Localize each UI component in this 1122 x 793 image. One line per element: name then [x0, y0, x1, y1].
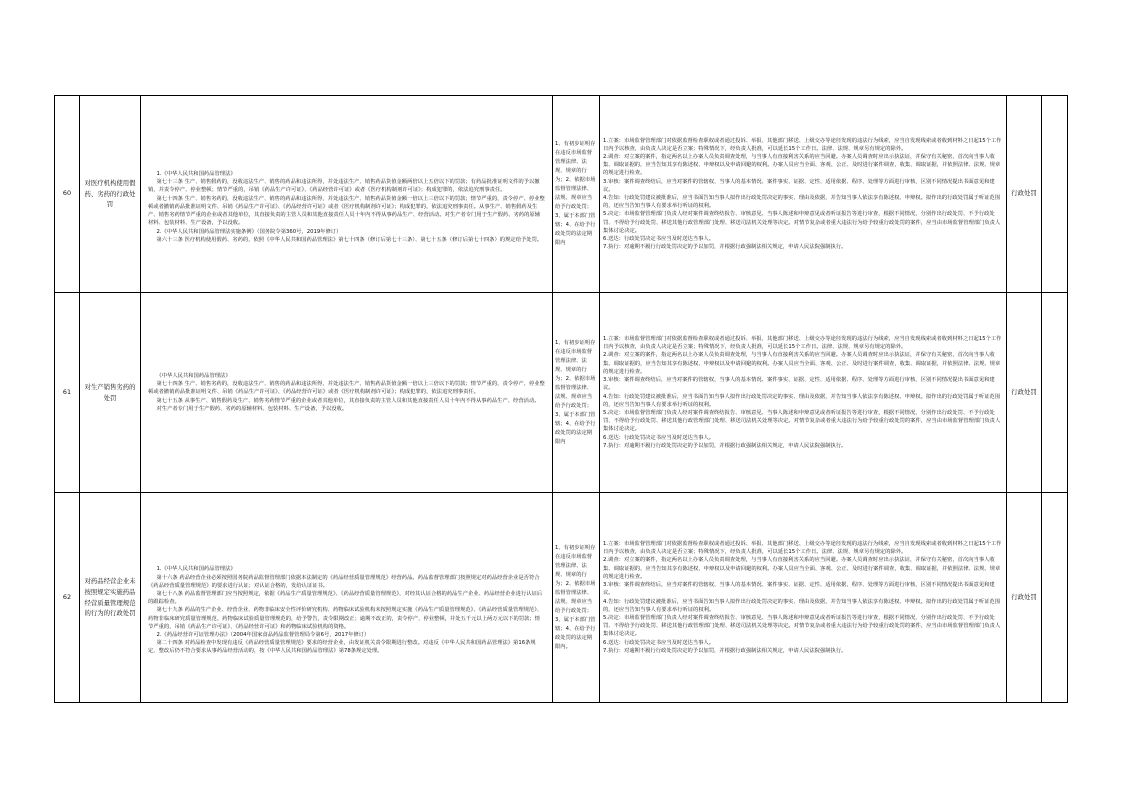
basis-line: 2.《药品经营许可证管理办法》（2004年国家食品药品监督管理局令第6号，2017年修订） — [156, 632, 370, 638]
basis-line: 对生产者专门用于生产假药、劣药的原辅材料、包装材料、生产设备，予以没收。 — [156, 405, 348, 412]
flow-line: 1.立案：市场监督管理部门对依据监督检查职权或者通过投诉、举报、其他部门移送、上级交办等途径发现的违法行为线索，应当自发现线索或者收到材料之日起15个工作日内予以核查，由负责人决定是否立案；特殊情况下，经负责人批准，可以延长15个工作日。法律、法规、规章另有规定的除外。 — [603, 137, 1002, 152]
flow-line: 1.立案：市场监督管理部门对依据监督检查职权或者通过投诉、举报、其他部门移送、上级交办等途径发现的违法行为线索，应当自发现线索或者收到材料之日起15个工作日内予以核查，由负责人决定是否立案；特殊情况下，经负责人批准，可以延长15个工作日。法律、法规、规章另有规定的除外。 — [603, 336, 1002, 351]
legal-basis — [141, 293, 553, 493]
remarks-cell — [1042, 96, 1068, 293]
remarks-cell — [1042, 493, 1068, 703]
row-number: 62 — [55, 493, 80, 703]
flow-line: 6.送达：行政处罚决定书应当及时送达当事人。 — [603, 434, 714, 441]
flow-line: 6.送达：行政处罚决定书应当及时送达当事人。 — [603, 639, 714, 646]
basis-line: 1.《中华人民共和国药品管理法》 — [156, 171, 236, 178]
basis-line: 第七十五条 从事生产、销售假药及生产、销售劣药情节严重的企业或者其他单位，其直接负责的主管人员和其他直接责任人员十年内不得从事药品生产、经营活动。 — [156, 397, 540, 404]
basis-line: 第十六条 药品经营企业必须按照国务院药品监督管理部门依据本法制定的《药品经营质量管理规范》经营药品。药品监督管理部门按照规定对药品经营企业是否符合《药品经营质量管理规范》的要求进行认证；对认证合格的，发给认证证书。 — [148, 574, 540, 589]
basis-line: 《中华人民共和国药品管理法》 — [156, 372, 231, 379]
item-name: 对生产销售劣药的处罚 — [80, 293, 141, 493]
basis-line: 第二十四条 对药品检查中发现有违反《药品经营质量管理规范》要求的经营企业，由发证机关责令限期进行整改。对违反《中华人民共和国药品管理法》第16条规定，整改后仍不符合要求从事药品经营活动的，按《中华人民共和国药品管理法》第78条规定处理。 — [148, 640, 536, 655]
basis-line: 第七十四条 生产、销售劣药的，没收违法生产、销售的药品和违法所得，并处违法生产、销售药品货值金额一倍以上三倍以下的罚款；情节严重的，责令停产、停业整顿或者撤销药品批准证明文件、吊销《药品生产许可证》、《药品经营许可证》或者《医疗机构制剂许可证》；构成犯罪的，依法追究刑事责任。 — [148, 381, 545, 396]
basis-line: 第六十三条 医疗机构使用假药、劣药的，依照《中华人民共和国药品管理法》第七十四条（修订后第七十三条）、第七十五条（修订后第七十四条）的规定给予处罚。 — [156, 236, 543, 243]
flow-line: 7.执行：对逾期不履行行政处罚决定的予以加罚，并根据行政强制法相关规定，申请人民法院强制执行。 — [603, 442, 847, 449]
basis-line: 第七十三条 生产、销售假药的，没收违法生产、销售的药品和违法所得，并处违法生产、销售药品货值金额两倍以上五倍以下的罚款；有药品批准证明文件的予以撤销，并责令停产、停业整顿；情节严重的，吊销《药品生产许可证》、《药品经营许可证》或者《医疗机构制剂许可证》；构成犯罪的，依法追究刑事责任。 — [148, 179, 540, 194]
process-flow — [600, 493, 1007, 703]
item-name: 对药品经营企业未按照规定实施药品经营质量管理规范的行为的行政处罚 — [80, 493, 141, 703]
basis-line: 第七十九条 药品的生产企业、经营企业、药物非临床安全性评价研究机构、药物临床试验机构未按照规定实施《药品生产质量管理规范》、《药品经营质量管理规范》、药物非临床研究质量管理规范、药物临床试验质量管理规范的，给予警告，责令限期改正；逾期不改正的，责令停产、停业整顿，并处五千元以上两万元以下的罚款；情节严重的，吊销《药品生产许可证》、《药品经营许可证》和药物临床试验机构的资格。 — [148, 607, 543, 630]
basis-line: 第七十四条 生产、销售劣药的，没收违法生产、销售的药品和违法所得，并处违法生产、销售药品货值金额一倍以上三倍以下的罚款；情节严重的，责令停产、停业整顿或者撤销药品批准证明文件、吊销《药品生产许可证》、《药品经营许可证》或者《医疗机构制剂许可证》；构成犯罪的，依法追究刑事责任。从事生产、销售假药及生产、销售劣药情节严重的企业或者其他单位，其直接负责的主管人员和其他直接责任人员十年内不得从事药品生产、经营活动。对生产者专门用于生产假药、劣药的原辅材料、包装材料、生产设备，予以没收。 — [148, 195, 545, 227]
flow-line: 5.决定：市场监督管理部门负责人经对案件调查终结报告、审核意见、当事人陈述和申辩意见或者听证报告等进行审查，根据不同情况，分别作出行政处罚、不予行政处罚、不得给予行政处罚、移送其他行政管理部门处理、移送司法机关处理等决定。对情节复杂或者重大违法行为给予较重行政处罚的案件，应当由市场监督管理部门负责人集体讨论决定。 — [603, 614, 1001, 638]
remarks-cell — [1042, 293, 1068, 493]
process-flow — [600, 293, 1007, 493]
flow-line: 3.审核：案件调查终结后，应当对案件的管辖权、当事人的基本情况、案件事实、证据、定性、适用依据、程序、处理等方面进行审核，区别不同情况提出书面意见和建议。 — [603, 582, 995, 597]
power-type: 行政处罚 — [1007, 293, 1042, 493]
table-row — [55, 493, 1068, 703]
row-number: 61 — [55, 293, 80, 493]
flow-line: 4.告知：行政处罚建议被批准后，应当书面告知当事人拟作出行政处罚决定的事实、理由及依据，并告知当事人依法享有陈述权、申辩权。拟作出的行政处罚属于听证范围的，还应当告知当事人有要求举行听证的权利。 — [603, 598, 1001, 613]
flow-line: 2.调查：对立案的案件，指定两名以上办案人员负责调查处理，与当事人有直接利害关系的应当回避。办案人员调查时应出示执法证，并保守有关秘密，首次向当事人收集、调取证据的，应当告知其享有陈述权、申辩权以及申请回避的权利。办案人员应当全面、客观、公正、及时进行案件调查，收集、调取证据，并依照法律、法规、规章的规定进行检查。 — [603, 352, 1001, 375]
flow-line: 6.送达：行政处罚决定书应当及时送达当事人。 — [603, 236, 714, 243]
basis-line: 1.《中华人民共和国药品管理法》 — [156, 566, 236, 573]
filing-conditions: 1、有初步证明存在违反市场监督管理法律、法规、规章的行为；2、依据市场监督管理法律、法规、规章应当给予行政处罚；3、属于本部门管辖；4、在给予行政处罚的法定期限内 — [553, 293, 600, 493]
flow-line: 3.审核：案件调查终结后，应当对案件的管辖权、当事人的基本情况、案件事实、证据、定性、适用依据、程序、处理等方面进行审核，区别不同情况提出书面意见和建议。 — [603, 178, 995, 193]
flow-line: 2.调查：对立案的案件，指定两名以上办案人员负责调查处理，与当事人有直接利害关系的应当回避。办案人员调查时应出示执法证，并保守有关秘密，首次向当事人收集、调取证据的，应当告知其享有陈述权、申辩权以及申请回避的权利。办案人员应当全面、客观、公正、及时进行案件调查，收集、调取证据，并依照法律、法规、规章的规定进行检查。 — [603, 557, 1001, 580]
table-row — [55, 96, 1068, 293]
flow-line: 4.告知：行政处罚建议被批准后，应当书面告知当事人拟作出行政处罚决定的事实、理由及依据，并告知当事人依法享有陈述权、申辩权。拟作出的行政处罚属于听证范围的，还应当告知当事人有要求举行听证的权利。 — [603, 195, 1001, 210]
flow-line: 4.告知：行政处罚建议被批准后，应当书面告知当事人拟作出行政处罚决定的事实、理由及依据，并告知当事人依法享有陈述权、申辩权。拟作出的行政处罚属于听证范围的，还应当告知当事人有要求举行听证的权利。 — [603, 393, 1001, 408]
power-type: 行政处罚 — [1007, 493, 1042, 703]
flow-line: 7.执行：对逾期不履行行政处罚决定的予以加罚，并根据行政强制法相关规定，申请人民法院强制执行。 — [603, 647, 847, 654]
flow-line: 5.决定：市场监督管理部门负责人经对案件调查终结报告、审核意见、当事人陈述和申辩意见或者听证报告等进行审查，根据不同情况，分别作出行政处罚、不予行政处罚、不得给予行政处罚、移送其他行政管理部门处理、移送司法机关处理等决定。对情节复杂或者重大违法行为给予较重行政处罚的案件，应当由市场监督管理部门负责人集体讨论决定。 — [603, 211, 1001, 234]
item-name: 对医疗机构使用假药、劣药的行政处罚 — [80, 96, 141, 293]
basis-line: 2.《中华人民共和国药品管理法实施条例》（国务院令第360号，2019年修订） — [156, 228, 342, 235]
flow-line: 3.审核：案件调查终结后，应当对案件的管辖权、当事人的基本情况、案件事实、证据、定性、适用依据、程序、处理等方面进行审核，区别不同情况提出书面意见和建议。 — [603, 377, 995, 392]
power-list-table — [54, 95, 1068, 703]
flow-line: 1.立案：市场监督管理部门对依据监督检查职权或者通过投诉、举报、其他部门移送、上级交办等途径发现的违法行为线索，应当自发现线索或者收到材料之日起15个工作日内予以核查，由负责人决定是否立案；特殊情况下，经负责人批准，可以延长15个工作日。法律、法规、规章另有规定的除外。 — [603, 541, 1002, 556]
table-row — [55, 293, 1068, 493]
legal-basis — [141, 96, 553, 293]
basis-line: 第七十八条 药品监督管理部门应当按照规定，依据《药品生产质量管理规范》、《药品经营质量管理规范》，对经其认证合格的药品生产企业、药品经营企业进行认证后的跟踪检查。 — [148, 590, 543, 606]
row-number: 60 — [55, 96, 80, 293]
filing-conditions: 1、有初步证明存在违反市场监督管理法律、法规、规章的行为；2、依据市场监督管理法律、法规、规章应当给予行政处罚；3、属于本部门管辖；4、在给予行政处罚的法定期限内 — [553, 96, 600, 293]
flow-line: 7.执行：对逾期不履行行政处罚决定的予以加罚，并根据行政强制法相关规定，申请人民法院强制执行。 — [603, 244, 847, 251]
power-type: 行政处罚 — [1007, 96, 1042, 293]
filing-conditions: 1、有初步证明存在违反市场监督管理法律、法规、规章的行为；2、依据市场监督管理法律、法规、规章应当给予行政处罚；3、属于本部门管辖；4、在给予行政处罚的法定期限内。 — [553, 493, 600, 703]
legal-basis — [141, 493, 553, 703]
process-flow — [600, 96, 1007, 293]
flow-line: 5.决定：市场监督管理部门负责人经对案件调查终结报告、审核意见、当事人陈述和申辩意见或者听证报告等进行审查，根据不同情况，分别作出行政处罚、不予行政处罚、不得给予行政处罚、移送其他行政管理部门处理、移送司法机关处理等决定。对情节复杂或者重大违法行为给予较重行政处罚的案件，应当由市场监督管理部门负责人集体讨论决定。 — [603, 409, 1001, 433]
flow-line: 2.调查：对立案的案件，指定两名以上办案人员负责调查处理，与当事人有直接利害关系的应当回避。办案人员调查时应出示执法证，并保守有关秘密，首次向当事人收集、调取证据的，应当告知其享有陈述权、申辩权以及申请回避的权利。办案人员应当全面、客观、公正、及时进行案件调查，收集、调取证据，并依照法律、法规、规章的规定进行检查。 — [603, 153, 1001, 177]
